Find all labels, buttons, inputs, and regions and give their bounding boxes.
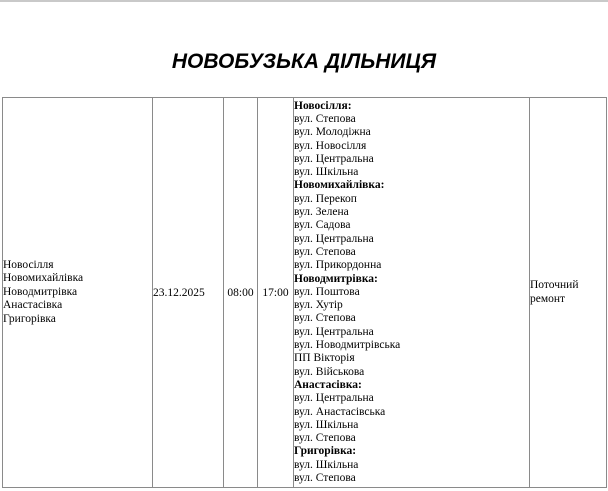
settlement-name: Новодмитрівка bbox=[3, 285, 78, 298]
settlement-name: Анастасівка bbox=[3, 299, 63, 312]
street-item: вул. Хутір bbox=[294, 299, 343, 312]
settlement-name: Новомихайлівка bbox=[3, 272, 84, 285]
outage-schedule-table bbox=[2, 97, 607, 488]
street-group-header: Новомихайлівка: bbox=[294, 179, 385, 192]
street-item: вул. Молодіжна bbox=[294, 126, 371, 139]
street-group-header: Новосілля: bbox=[294, 99, 352, 112]
street-item: вул. Анастасівська bbox=[294, 405, 386, 418]
street-item: вул. Степова bbox=[294, 472, 356, 484]
street-item: ПП Вікторія bbox=[294, 352, 355, 365]
street-groups bbox=[294, 100, 529, 486]
street-group-header: Новодмитрівка: bbox=[294, 272, 378, 285]
street-item: вул. Військова bbox=[294, 365, 365, 378]
street-item: вул. Шкільна bbox=[294, 166, 359, 179]
streets-cell bbox=[294, 98, 530, 488]
street-item: вул. Садова bbox=[294, 219, 351, 232]
street-item: вул. Прикордонна bbox=[294, 259, 382, 272]
settlements-cell bbox=[3, 98, 153, 488]
street-item: вул. Степова bbox=[294, 432, 356, 445]
street-item: вул. Степова bbox=[294, 312, 356, 325]
street-item: вул. Новосілля bbox=[294, 139, 367, 152]
street-item: вул. Новодмитрівська bbox=[294, 339, 401, 352]
street-item: вул. Поштова bbox=[294, 285, 360, 298]
date-cell: 23.12.2025 bbox=[153, 98, 224, 488]
street-item: вул. Зелена bbox=[294, 206, 349, 219]
street-item: вул. Степова bbox=[294, 245, 356, 258]
street-item: вул. Центральна bbox=[294, 152, 374, 165]
schedule-row bbox=[3, 98, 607, 488]
street-item: вул. Центральна bbox=[294, 325, 374, 338]
street-item: вул. Шкільна bbox=[294, 458, 359, 471]
work-type-cell: Поточний ремонт bbox=[530, 98, 607, 488]
street-group-header: Анастасівка: bbox=[294, 378, 362, 391]
settlement-name: Григорівка bbox=[3, 312, 56, 325]
street-item: вул. Перекоп bbox=[294, 192, 357, 205]
start-time-cell: 08:00 bbox=[224, 98, 258, 488]
street-item: вул. Центральна bbox=[294, 392, 374, 405]
street-item: вул. Степова bbox=[294, 112, 356, 125]
street-item: вул. Шкільна bbox=[294, 418, 359, 431]
street-item: вул. Центральна bbox=[294, 232, 374, 245]
street-group-header: Григорівка: bbox=[294, 445, 357, 458]
settlement-list bbox=[3, 259, 152, 327]
top-divider-line bbox=[0, 0, 608, 2]
district-title: НОВОБУЗЬКА ДІЛЬНИЦЯ bbox=[171, 50, 437, 73]
settlement-name: Новосілля bbox=[3, 258, 54, 271]
end-time-cell: 17:00 bbox=[258, 98, 294, 488]
